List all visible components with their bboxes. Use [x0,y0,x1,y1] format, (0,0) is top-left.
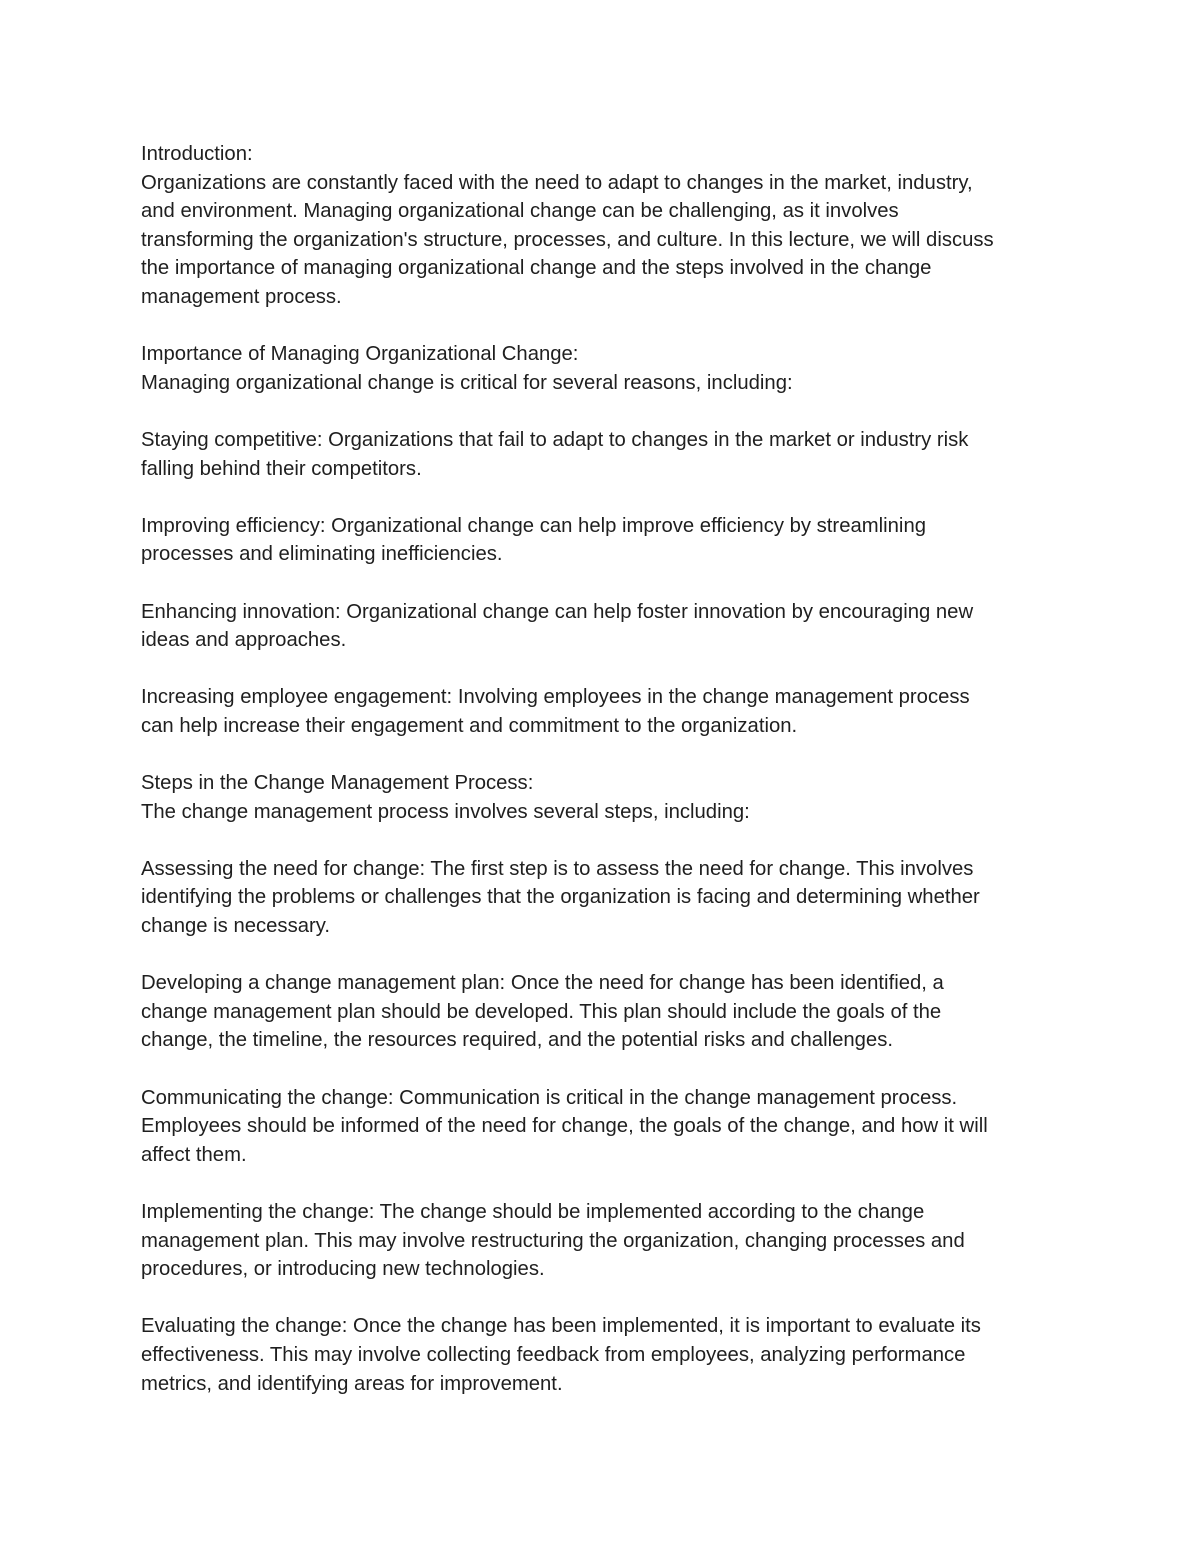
importance-heading: Importance of Managing Organizational Change: [141,343,579,366]
paragraph-line: can help increase their engagement and commitment to the organization. [141,714,798,737]
paragraph-line: Staying competitive: Organizations that fail to adapt to changes in the market or industry risk [141,428,969,451]
paragraph-line: change management plan should be developed. This plan should include the goals of the [141,1000,942,1023]
steps-lead: The change management process involves several steps, including: [141,800,750,823]
paragraph-line: Developing a change management plan: Once the need for change has been identified, a [141,972,944,995]
paragraph-line: change is necessary. [141,915,331,938]
paragraph-line: Increasing employee engagement: Involving employees in the change management process [141,686,970,709]
paragraph-line: management plan. This may involve restructuring the organization, changing processes and [141,1229,965,1252]
intro-line: and environment. Managing organizational change can be challenging, as it involves [141,200,899,223]
paragraph-line: Improving efficiency: Organizational change can help improve efficiency by streamlining [141,514,926,537]
steps-section [141,769,1071,826]
step-item [141,1084,1071,1170]
intro-line: Organizations are constantly faced with the need to adapt to changes in the market, industry, [141,171,973,194]
paragraph-line: procedures, or introducing new technologies. [141,1258,545,1281]
paragraph-line: Employees should be informed of the need for change, the goals of the change, and how it will [141,1115,988,1138]
document-body [141,140,1071,1427]
intro-line: management process. [141,285,342,308]
importance-section [141,340,1071,397]
paragraph-line: identifying the problems or challenges that the organization is facing and determining whether [141,886,980,909]
paragraph-line: change, the timeline, the resources required, and the potential risks and challenges. [141,1029,893,1052]
steps-heading: Steps in the Change Management Process: [141,772,534,795]
step-item [141,855,1071,941]
step-item [141,969,1071,1055]
step-item [141,1198,1071,1284]
importance-item [141,683,1071,740]
paragraph-line: Enhancing innovation: Organizational change can help foster innovation by encouraging new [141,600,974,623]
paragraph-line: processes and eliminating inefficiencies. [141,543,503,566]
step-item [141,1312,1071,1398]
paragraph-line: falling behind their competitors. [141,457,422,480]
paragraph-line: affect them. [141,1143,247,1166]
paragraph-line: metrics, and identifying areas for improvement. [141,1372,563,1395]
intro-line: the importance of managing organizational change and the steps involved in the change [141,257,932,280]
intro-section [141,140,1071,312]
paragraph-line: Implementing the change: The change should be implemented according to the change [141,1200,925,1223]
importance-lead: Managing organizational change is critical for several reasons, including: [141,371,793,394]
paragraph-line: Communicating the change: Communication is critical in the change management process. [141,1086,958,1109]
paragraph-line: Assessing the need for change: The first step is to assess the need for change. This involves [141,857,974,880]
importance-item [141,512,1071,569]
paragraph-line: ideas and approaches. [141,629,347,652]
paragraph-line: Evaluating the change: Once the change has been implemented, it is important to evaluate its [141,1315,981,1338]
intro-heading: Introduction: [141,143,253,165]
importance-item [141,426,1071,483]
importance-item [141,598,1071,655]
intro-line: transforming the organization's structure, processes, and culture. In this lecture, we will discuss [141,228,994,251]
paragraph-line: effectiveness. This may involve collecting feedback from employees, analyzing performance [141,1343,966,1366]
